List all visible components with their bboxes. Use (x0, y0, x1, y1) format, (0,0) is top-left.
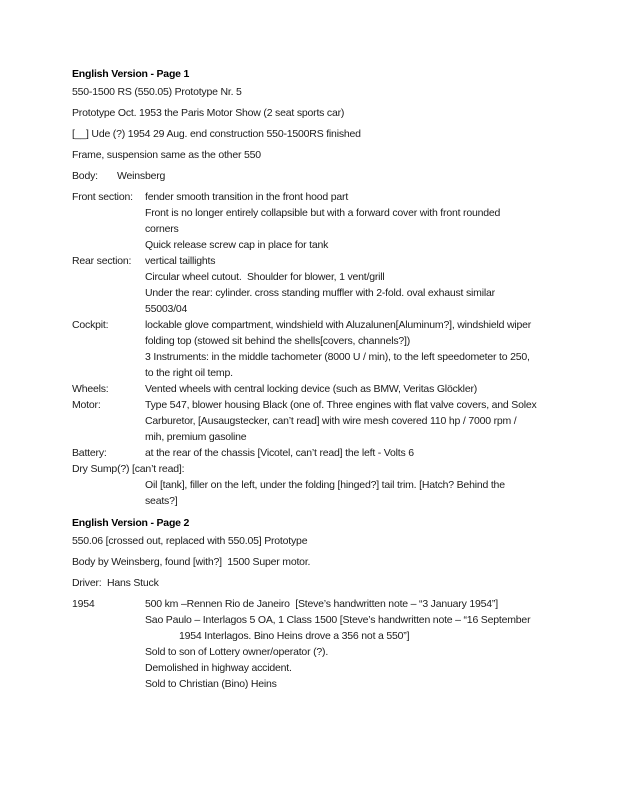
spec-row-wheels (72, 381, 554, 397)
history-line: Sold to son of Lottery owner/operator (?). (145, 646, 329, 658)
spec-line: 55003/04 (145, 303, 188, 315)
paragraph-body-by: Body by Weinsberg, found [with?] 1500 Super motor. (72, 556, 311, 568)
spec-label: Wheels: (72, 383, 109, 395)
paragraph-construction: [__] Ude (?) 1954 29 Aug. end construction 550-1500RS finished (72, 128, 361, 140)
spec-label: Front section: (72, 191, 133, 203)
spec-line: Front is no longer entirely collapsible but with a forward cover with front rounded (145, 207, 501, 219)
spec-line: mih, premium gasoline (145, 431, 247, 443)
spec-line: Circular wheel cutout. Shoulder for blower, 1 vent/grill (145, 271, 385, 283)
spec-label: Motor: (72, 399, 101, 411)
spec-row-rear-section (72, 253, 554, 317)
paragraph-driver: Driver: Hans Stuck (72, 577, 159, 589)
history-line: Demolished in highway accident. (145, 662, 292, 674)
paragraph-frame: Frame, suspension same as the other 550 (72, 149, 261, 161)
body-row (72, 168, 554, 184)
spec-line: folding top (stowed sit behind the shells[covers, channels?]) (145, 335, 411, 347)
history-line: Sao Paulo – Interlagos 5 OA, 1 Class 1500 [Steve’s handwritten note – “16 September (145, 614, 531, 626)
spec-block (72, 189, 554, 509)
page2-heading: English Version - Page 2 (72, 517, 190, 529)
spec-row-battery (72, 445, 554, 461)
spec-line: Under the rear: cylinder. cross standing muffler with 2-fold. oval exhaust similar (145, 287, 495, 299)
page1-heading: English Version - Page 1 (72, 68, 190, 80)
history-line: 500 km –Rennen Rio de Janeiro [Steve’s handwritten note – “3 January 1954”] (145, 598, 498, 610)
spec-row-front-section (72, 189, 554, 253)
paragraph-prototype: Prototype Oct. 1953 the Paris Motor Show (2 seat sports car) (72, 107, 345, 119)
body-label: Body: (72, 170, 98, 182)
body-value: Weinsberg (117, 170, 166, 182)
history-year: 1954 (72, 598, 95, 610)
spec-line: Oil [tank], filler on the left, under the folding [hinged?] tail trim. [Hatch? Behind the (145, 479, 505, 491)
spec-line: Carburetor, [Ausaugstecker, can’t read] with wire mesh covered 110 hp / 7000 rpm / (145, 415, 517, 427)
spec-line: Type 547, blower housing Black (one of. Three engines with flat valve covers, and Solex (145, 399, 537, 411)
page2-subheading: 550.06 [crossed out, replaced with 550.05] Prototype (72, 535, 308, 547)
spec-row-dry-sump (72, 461, 554, 509)
history-line: 1954 Interlagos. Bino Heins drove a 356 not a 550”] (179, 630, 410, 642)
spec-line: Quick release screw cap in place for tank (145, 239, 329, 251)
spec-label: Battery: (72, 447, 107, 459)
spec-line: seats?] (145, 495, 178, 507)
spec-line: vertical taillights (145, 255, 216, 267)
spec-line: corners (145, 223, 179, 235)
spec-line: to the right oil temp. (145, 367, 233, 379)
spec-label: Cockpit: (72, 319, 109, 331)
page1-subheading: 550-1500 RS (550.05) Prototype Nr. 5 (72, 86, 242, 98)
spec-label: Rear section: (72, 255, 132, 267)
spec-line: fender smooth transition in the front hood part (145, 191, 349, 203)
history-line: Sold to Christian (Bino) Heins (145, 678, 277, 690)
spec-row-cockpit (72, 317, 554, 381)
spec-label: Dry Sump(?) [can’t read]: (72, 463, 185, 475)
history-block (72, 596, 554, 692)
spec-line: 3 Instruments: in the middle tachometer (8000 U / min), to the left speedometer to 250, (145, 351, 530, 363)
spec-line: at the rear of the chassis [Vicotel, can’t read] the left - Volts 6 (145, 447, 414, 459)
spec-line: Vented wheels with central locking device (such as BMW, Veritas Glöckler) (145, 383, 478, 395)
spec-row-motor (72, 397, 554, 445)
spec-line: lockable glove compartment, windshield with Aluzalunen[Aluminum?], windshield wiper (145, 319, 532, 331)
